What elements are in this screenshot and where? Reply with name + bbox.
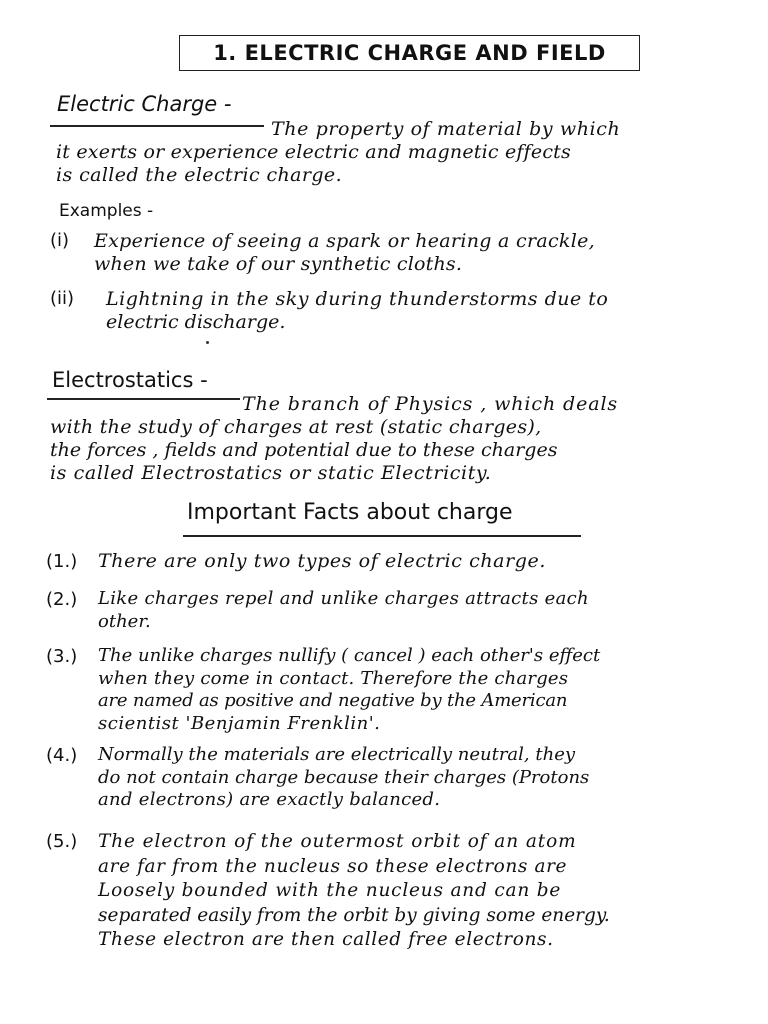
fact-line: separated easily from the orbit by giving some energy. xyxy=(98,904,610,926)
fact-item xyxy=(46,588,589,633)
electric-charge-definition xyxy=(56,118,746,187)
fact-item xyxy=(46,744,589,812)
fact-line: scientist 'Benjamin Frenklin'. xyxy=(98,712,381,734)
page-title: 1. ELECTRIC CHARGE AND FIELD xyxy=(179,35,640,71)
electrostatics-heading: Electrostatics - xyxy=(52,368,208,392)
fact-line: There are only two types of electric charge. xyxy=(98,550,547,572)
fact-number: (5.) xyxy=(46,831,78,852)
example-item xyxy=(50,288,608,334)
facts-title-underline xyxy=(183,535,581,537)
example-number: (ii) xyxy=(50,288,75,309)
example-line: electric discharge. xyxy=(106,311,286,333)
facts-title: Important Facts about charge xyxy=(187,500,513,525)
example-line: Lightning in the sky during thunderstorms due to xyxy=(106,288,609,310)
fact-line: other. xyxy=(98,610,151,632)
example-item xyxy=(50,230,595,276)
definition-line: the forces , fields and potential due to these charges xyxy=(50,439,558,461)
fact-line: and electrons) are exactly balanced. xyxy=(98,789,441,810)
fact-line: The electron of the outermost orbit of an atom xyxy=(98,831,577,852)
definition-line: it exerts or experience electric and magnetic effects xyxy=(56,141,571,163)
example-line: when we take of our synthetic cloths. xyxy=(94,253,463,275)
definition-line: is called the electric charge. xyxy=(56,164,343,186)
example-line: Experience of seeing a spark or hearing a crackle, xyxy=(94,230,595,252)
fact-line: are far from the nucleus so these electrons are xyxy=(98,855,568,877)
ink-dot xyxy=(206,341,209,344)
definition-line: with the study of charges at rest (static charges), xyxy=(50,416,542,438)
fact-item xyxy=(46,830,610,953)
definition-line: The branch of Physics , which deals xyxy=(242,393,619,415)
fact-line: These electron are then called free electrons. xyxy=(98,929,554,950)
fact-line: are named as positive and negative by the American xyxy=(98,690,568,711)
fact-line: when they come in contact. Therefore the charges xyxy=(98,667,569,689)
fact-number: (4.) xyxy=(46,745,78,766)
definition-line: is called Electrostatics or static Electricity. xyxy=(50,462,492,484)
fact-line: Normally the materials are electrically neutral, they xyxy=(98,744,576,765)
examples-label: Examples - xyxy=(59,201,154,221)
electrostatics-definition xyxy=(50,393,750,485)
fact-line: Like charges repel and unlike charges attracts each xyxy=(98,588,589,609)
fact-line: Loosely bounded with the nucleus and can be xyxy=(98,880,562,901)
definition-line: The property of material by which xyxy=(271,118,621,140)
fact-line: The unlike charges nullify ( cancel ) each other's effect xyxy=(98,645,601,666)
fact-number: (3.) xyxy=(46,646,78,667)
fact-number: (1.) xyxy=(46,551,78,572)
fact-item xyxy=(46,645,600,735)
example-number: (i) xyxy=(50,230,70,251)
fact-item xyxy=(46,550,546,573)
electric-charge-heading: Electric Charge - xyxy=(57,92,232,116)
fact-line: do not contain charge because their charges (Protons xyxy=(98,766,590,788)
fact-number: (2.) xyxy=(46,589,78,610)
